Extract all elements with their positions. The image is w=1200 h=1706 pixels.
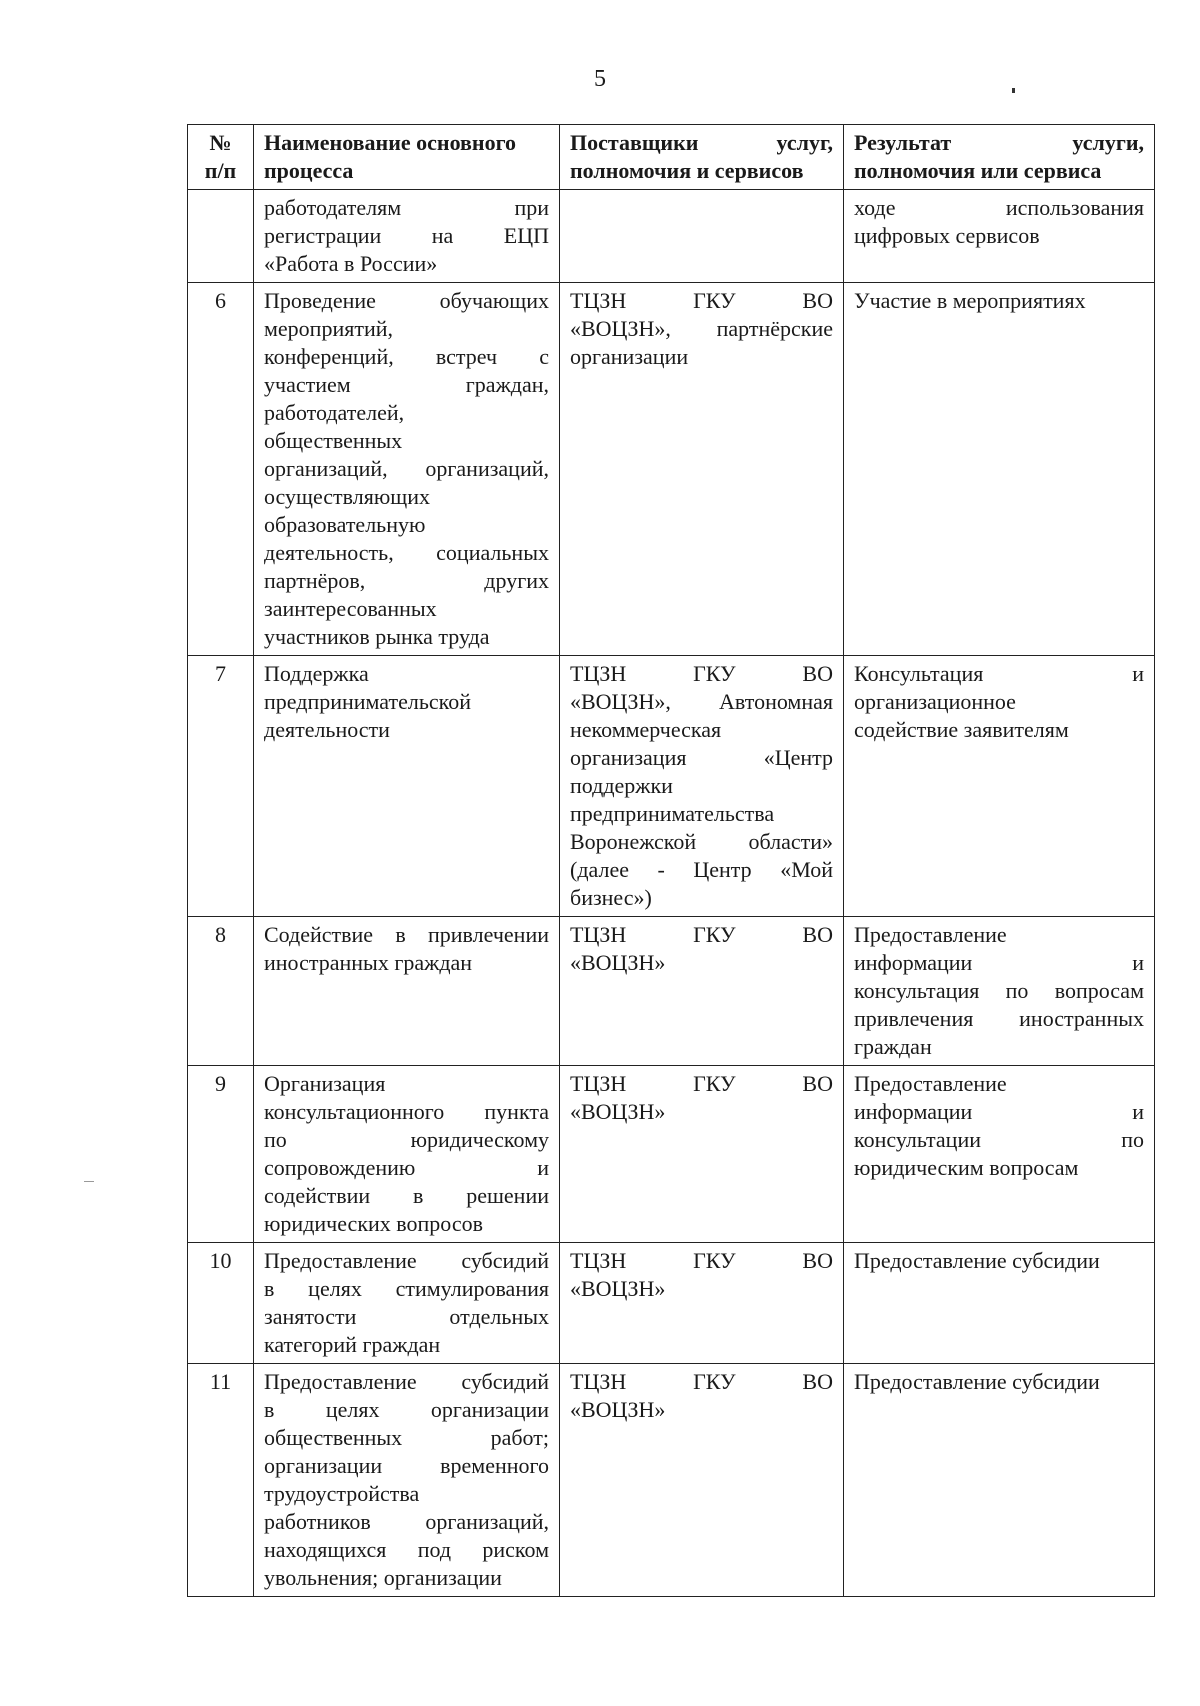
services-table bbox=[187, 124, 1155, 1597]
header-providers bbox=[560, 125, 844, 190]
cell-text-line: работников организаций, bbox=[264, 1509, 549, 1534]
cell-text-line: содействие заявителям bbox=[854, 717, 1069, 742]
row-number: 7 bbox=[215, 661, 226, 686]
cell-process bbox=[254, 283, 560, 656]
cell-text-line: общественных bbox=[264, 428, 403, 453]
cell-result bbox=[844, 917, 1155, 1066]
cell-text-line: «ВОЦЗН» bbox=[570, 1397, 666, 1422]
cell-text-line: по юридическому bbox=[264, 1127, 549, 1152]
cell-text-line: мероприятий, bbox=[264, 316, 394, 341]
cell-num bbox=[188, 283, 254, 656]
cell-text-line: информации и bbox=[854, 950, 1144, 975]
cell-text-line: юридических вопросов bbox=[264, 1211, 483, 1236]
cell-text-line: предпринимательства bbox=[570, 801, 775, 826]
table-body bbox=[188, 190, 1155, 1597]
cell-providers bbox=[560, 1243, 844, 1364]
cell-text-line: ТЦЗН ГКУ ВО bbox=[570, 1369, 833, 1394]
cell-text-line: консультации по bbox=[854, 1127, 1144, 1152]
cell-text-line: консультационного пункта bbox=[264, 1099, 549, 1124]
cell-text-line: в целях организации bbox=[264, 1397, 549, 1422]
cell-process bbox=[254, 917, 560, 1066]
cell-text-line: Предоставление bbox=[854, 922, 1007, 947]
cell-text-line: некоммерческая bbox=[570, 717, 722, 742]
cell-text-line: осуществляющих bbox=[264, 484, 430, 509]
cell-providers bbox=[560, 917, 844, 1066]
cell-result bbox=[844, 1364, 1155, 1597]
cell-process bbox=[254, 190, 560, 283]
cell-text-line: привлечения иностранных bbox=[854, 1006, 1144, 1031]
cell-text-line: «ВОЦЗН» bbox=[570, 1276, 666, 1301]
cell-text-line: (далее - Центр «Мой bbox=[570, 857, 833, 882]
cell-text-line: участников рынка труда bbox=[264, 624, 490, 649]
cell-text-line: деятельности bbox=[264, 717, 390, 742]
cell-providers bbox=[560, 656, 844, 917]
cell-text-line: поддержки bbox=[570, 773, 673, 798]
cell-text-line: партнёров, других bbox=[264, 568, 549, 593]
cell-text-line: Предоставление bbox=[854, 1071, 1007, 1096]
cell-num bbox=[188, 1364, 254, 1597]
cell-text-line: трудоустройства bbox=[264, 1481, 420, 1506]
cell-text-line: организационное bbox=[854, 689, 1016, 714]
cell-num bbox=[188, 1243, 254, 1364]
cell-providers bbox=[560, 1066, 844, 1243]
cell-text-line: находящихся под риском bbox=[264, 1537, 549, 1562]
cell-providers bbox=[560, 190, 844, 283]
cell-text-line: «ВОЦЗН», партнёрские bbox=[570, 316, 833, 341]
cell-text-line: ходе использования bbox=[854, 195, 1144, 220]
cell-text-line: ТЦЗН ГКУ ВО bbox=[570, 1071, 833, 1096]
cell-text-line: информации и bbox=[854, 1099, 1144, 1124]
table-row bbox=[188, 1066, 1155, 1243]
row-number: 9 bbox=[215, 1071, 226, 1096]
cell-text-line: деятельность, социальных bbox=[264, 540, 549, 565]
cell-text-line: бизнес») bbox=[570, 885, 652, 910]
cell-text-line: регистрации на ЕЦП bbox=[264, 223, 549, 248]
table-header-row bbox=[188, 125, 1155, 190]
cell-text-line: увольнения; организации bbox=[264, 1565, 502, 1590]
page-number: 5 bbox=[594, 66, 606, 92]
cell-text-line: «ВОЦЗН», Автономная bbox=[570, 689, 833, 714]
cell-text-line: Поддержка bbox=[264, 661, 369, 686]
cell-result bbox=[844, 1243, 1155, 1364]
cell-text-line: Участие в мероприятиях bbox=[854, 288, 1086, 313]
cell-num bbox=[188, 917, 254, 1066]
cell-text-line: Консультация и bbox=[854, 661, 1144, 686]
cell-text-line: предпринимательской bbox=[264, 689, 472, 714]
cell-result bbox=[844, 656, 1155, 917]
cell-text-line: Предоставление субсидий bbox=[264, 1248, 549, 1273]
cell-text-line: Предоставление субсидий bbox=[264, 1369, 549, 1394]
cell-text-line: участием граждан, bbox=[264, 372, 549, 397]
cell-result bbox=[844, 283, 1155, 656]
header-process bbox=[254, 125, 560, 190]
cell-text-line: образовательную bbox=[264, 512, 426, 537]
header-text: Результат услуги, bbox=[854, 130, 1144, 155]
header-text: № bbox=[209, 130, 232, 155]
cell-text-line: консультация по вопросам bbox=[854, 978, 1144, 1003]
cell-text-line: Проведение обучающих bbox=[264, 288, 549, 313]
cell-text-line: общественных работ; bbox=[264, 1425, 549, 1450]
table-row bbox=[188, 190, 1155, 283]
row-number: 10 bbox=[209, 1248, 232, 1273]
cell-text-line: ТЦЗН ГКУ ВО bbox=[570, 661, 833, 686]
cell-text-line: «ВОЦЗН» bbox=[570, 950, 666, 975]
cell-text-line: в целях стимулирования bbox=[264, 1276, 549, 1301]
table-row bbox=[188, 283, 1155, 656]
row-number: 6 bbox=[215, 288, 226, 313]
cell-text-line: работодателей, bbox=[264, 400, 405, 425]
cell-text-line: заинтересованных bbox=[264, 596, 437, 621]
cell-text-line: организаций, организаций, bbox=[264, 456, 549, 481]
cell-process bbox=[254, 1364, 560, 1597]
cell-process bbox=[254, 1066, 560, 1243]
header-num bbox=[188, 125, 254, 190]
cell-text-line: содействии в решении bbox=[264, 1183, 549, 1208]
cell-process bbox=[254, 656, 560, 917]
header-text: Наименование основного bbox=[264, 130, 517, 155]
cell-num bbox=[188, 656, 254, 917]
cell-text-line: конференций, встреч с bbox=[264, 344, 549, 369]
header-text: полномочия и сервисов bbox=[570, 158, 804, 183]
table-row bbox=[188, 656, 1155, 917]
cell-text-line: «Работа в России» bbox=[264, 251, 438, 276]
cell-text-line: организация «Центр bbox=[570, 745, 833, 770]
cell-text-line: сопровождению и bbox=[264, 1155, 549, 1180]
cell-text-line: категорий граждан bbox=[264, 1332, 441, 1357]
cell-process bbox=[254, 1243, 560, 1364]
row-number: 11 bbox=[209, 1369, 232, 1394]
header-result bbox=[844, 125, 1155, 190]
cell-num bbox=[188, 190, 254, 283]
cell-result bbox=[844, 1066, 1155, 1243]
table-row bbox=[188, 1364, 1155, 1597]
cell-result bbox=[844, 190, 1155, 283]
header-text: п/п bbox=[204, 158, 237, 183]
table-row bbox=[188, 1243, 1155, 1364]
header-text: Поставщики услуг, bbox=[570, 130, 833, 155]
cell-text-line: иностранных граждан bbox=[264, 950, 473, 975]
cell-text-line: граждан bbox=[854, 1034, 932, 1059]
cell-num bbox=[188, 1066, 254, 1243]
cell-text-line: работодателям при bbox=[264, 195, 549, 220]
cell-text-line: Предоставление субсидии bbox=[854, 1369, 1100, 1394]
cell-text-line: юридическим вопросам bbox=[854, 1155, 1079, 1180]
cell-text-line: Организация bbox=[264, 1071, 386, 1096]
row-number: 8 bbox=[215, 922, 226, 947]
table-row bbox=[188, 917, 1155, 1066]
cell-text-line: «ВОЦЗН» bbox=[570, 1099, 666, 1124]
cell-text-line: цифровых сервисов bbox=[854, 223, 1040, 248]
cell-providers bbox=[560, 1364, 844, 1597]
cell-providers bbox=[560, 283, 844, 656]
cell-text-line: ТЦЗН ГКУ ВО bbox=[570, 1248, 833, 1273]
cell-text-line: Предоставление субсидии bbox=[854, 1248, 1100, 1273]
cell-text-line: Содействие в привлечении bbox=[264, 922, 549, 947]
cell-text-line: ТЦЗН ГКУ ВО bbox=[570, 288, 833, 313]
cell-text-line: занятости отдельных bbox=[264, 1304, 549, 1329]
cell-text-line: организации временного bbox=[264, 1453, 549, 1478]
cell-text-line: Воронежской области» bbox=[570, 829, 833, 854]
header-text: полномочия или сервиса bbox=[854, 158, 1102, 183]
header-text: процесса bbox=[264, 158, 354, 183]
cell-text-line: организации bbox=[570, 344, 689, 369]
scan-mark bbox=[84, 1181, 94, 1182]
cell-text-line: ТЦЗН ГКУ ВО bbox=[570, 922, 833, 947]
scan-mark bbox=[1012, 88, 1015, 93]
